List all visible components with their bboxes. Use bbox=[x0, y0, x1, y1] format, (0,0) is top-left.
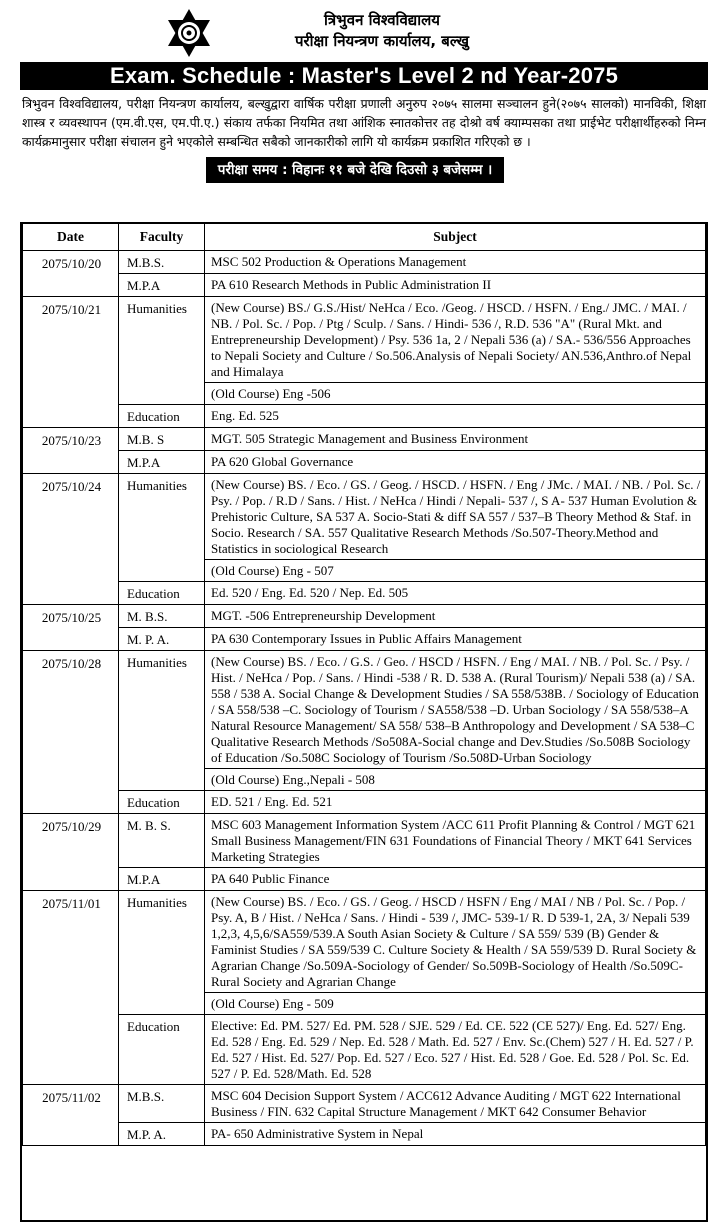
faculty-cell: M.P.A bbox=[119, 274, 205, 297]
table-row bbox=[23, 628, 706, 651]
table-row bbox=[23, 251, 706, 274]
subject-cell: PA 610 Research Methods in Public Administration II bbox=[205, 274, 706, 297]
exam-date-cell: 2075/10/25 bbox=[23, 605, 119, 651]
table-row bbox=[23, 814, 706, 868]
column-header-date: Date bbox=[23, 224, 119, 251]
subject-cell: (Old Course) Eng -506 bbox=[205, 383, 706, 405]
faculty-cell: Education bbox=[119, 582, 205, 605]
subject-cell: MSC 502 Production & Operations Management bbox=[205, 251, 706, 274]
subject-cell: Eng. Ed. 525 bbox=[205, 405, 706, 428]
faculty-cell: M.P.A bbox=[119, 868, 205, 891]
faculty-cell: M. P. A. bbox=[119, 628, 205, 651]
table-row bbox=[23, 791, 706, 814]
table-header-row bbox=[23, 224, 706, 251]
faculty-cell: Education bbox=[119, 791, 205, 814]
exam-date-cell: 2075/10/23 bbox=[23, 428, 119, 474]
table-row bbox=[23, 1123, 706, 1146]
subject-cell: PA 640 Public Finance bbox=[205, 868, 706, 891]
table-row bbox=[23, 1015, 706, 1085]
faculty-cell: Education bbox=[119, 405, 205, 428]
document-title: Exam. Schedule : Master's Level 2 nd Year-2075 bbox=[20, 62, 708, 90]
exam-time-wrap bbox=[0, 157, 710, 183]
schedule-table bbox=[22, 224, 706, 1146]
exam-date-cell: 2075/11/02 bbox=[23, 1085, 119, 1146]
table-row bbox=[23, 428, 706, 451]
faculty-cell: Humanities bbox=[119, 891, 205, 1015]
notice-paragraph: त्रिभुवन विश्वविद्यालय, परीक्षा नियन्त्रण कार्यालय, बल्खुद्वारा वार्षिक परीक्षा प्रणाली अनुरुप २०७५ सालमा सञ्चालन हुने(२०७५ सालको) मानविकी, शिक्षा शास्त्र र व्यवस्थापन (एम.वी.एस, एम.पी.ए.) संकाय तर्फका नियमित तथा आंशिक स्नातकोत्तर तह दोश्रो वर्ष क्याम्पसका तथा प्राईभेट परीक्षार्थीहरुको निम्न कार्यक्रमानुसार परीक्षा संचालन हुने भएकोले सम्बन्धित सबैको जानकारीको लागि यो कार्यक्रम प्रकाशित गरिएको छ । bbox=[22, 96, 706, 149]
subject-cell: MGT. -506 Entrepreneurship Development bbox=[205, 605, 706, 628]
faculty-cell: M.B. S bbox=[119, 428, 205, 451]
faculty-cell: Humanities bbox=[119, 297, 205, 405]
faculty-cell: Humanities bbox=[119, 474, 205, 582]
exam-date-cell: 2075/10/29 bbox=[23, 814, 119, 891]
header bbox=[0, 0, 710, 62]
subject-cell: Ed. 520 / Eng. Ed. 520 / Nep. Ed. 505 bbox=[205, 582, 706, 605]
faculty-cell: M.P. A. bbox=[119, 1123, 205, 1146]
faculty-cell: M. B. S. bbox=[119, 814, 205, 868]
exam-time-banner: परीक्षा समय : विहानः ११ बजे देखि दिउसो ३ बजेसम्म । bbox=[206, 157, 504, 183]
faculty-cell: M.B.S. bbox=[119, 251, 205, 274]
faculty-cell: M.B.S. bbox=[119, 1085, 205, 1123]
table-row bbox=[23, 274, 706, 297]
table-row bbox=[23, 451, 706, 474]
subject-cell: Elective: Ed. PM. 527/ Ed. PM. 528 / SJE. 529 / Ed. CE. 522 (CE 527)/ Eng. Ed. 527/ Eng. Ed. 528 / Eng. Ed. 529 / Nep. Ed. 528 / Math. Ed. 527 / Env. Sc.(Chem) 527 / H. Ed. 527 / P. Ed. 527 / Hist. Ed. 527/ Pop. Ed. 527 / Eco. 527 / Hist. Ed. 528 / Goe. Ed. 528 / Pol. Sc. Ed. 527 / P. Ed. 528/Math. Ed. 528 bbox=[205, 1015, 706, 1085]
faculty-cell: Education bbox=[119, 1015, 205, 1085]
schedule-body bbox=[23, 251, 706, 1146]
table-row bbox=[23, 582, 706, 605]
subject-cell: PA 620 Global Governance bbox=[205, 451, 706, 474]
subject-cell: (Old Course) Eng - 507 bbox=[205, 560, 706, 582]
subject-cell: PA 630 Contemporary Issues in Public Affairs Management bbox=[205, 628, 706, 651]
table-row bbox=[23, 297, 706, 383]
subject-cell: (New Course) BS. / Eco. / G.S. / Geo. / HSCD / HSFN. / Eng / MAI. / NB. / Pol. Sc. / Psy. / Hist. / NeHca / Pop. / Sans. / Hindi -538 / R. D. 538 A. (Rural Tourism)/ Nepali 538 (a) / SA. 558 / 538 A. Social Change & Development Studies / SA 558/538B. / Sociology of Education / SA 558/538 –C. Sociology of Tourism / SA558/538 –D. Urban Sociology / SA 558/538–A Natural Resource Management/ SA 558/ 538–B Anthropology and Development / SA 538–C Qualitative Research Methods /So508A-Social change and Dev.Studies /So.508B Sociology of Education /So.508C Sociology of Tourism /So.508D-Urban Sociology bbox=[205, 651, 706, 769]
exam-date-cell: 2075/11/01 bbox=[23, 891, 119, 1085]
table-row bbox=[23, 868, 706, 891]
subject-cell: (New Course) BS. / Eco. / GS. / Geog. / HSCD. / HSFN. / Eng / JMc. / MAI. / NB. / Pol. Sc. / Psy. / Pop. / R.D / Sans. / Hist. / NeHca / Hindi / Nepali- 537 /, S A- 537 Human Evolution & Prehistoric Culture, SA 537 A. Socio-Stati & diff SA 557 / 537–B Theory Method & Staf. in Socio. Research / SA. 557 Qualitative Research Methods /So.507-Theory.Method and Statistics in sociological Research bbox=[205, 474, 706, 560]
office-name: परीक्षा नियन्त्रण कार्यालय, बल्खु bbox=[294, 32, 470, 50]
subject-cell: MSC 604 Decision Support System / ACC612 Advance Auditing / MGT 622 International Business / FIN. 632 Capital Structure Management / MKT 642 Consumer Behavior bbox=[205, 1085, 706, 1123]
column-header-subject: Subject bbox=[205, 224, 706, 251]
exam-date-cell: 2075/10/24 bbox=[23, 474, 119, 605]
subject-cell: (Old Course) Eng - 509 bbox=[205, 993, 706, 1015]
exam-date-cell: 2075/10/28 bbox=[23, 651, 119, 814]
tribhuvan-university-emblem-icon bbox=[166, 8, 212, 58]
faculty-cell: M. B.S. bbox=[119, 605, 205, 628]
issuer-block bbox=[262, 10, 502, 52]
table-row bbox=[23, 474, 706, 560]
subject-cell: (New Course) BS./ G.S./Hist/ NeHca / Eco. /Geog. / HSCD. / HSFN. / Eng./ JMC. / MAI. / NB. / Pol. Sc. / Pop. / Ptg / Sculp. / Sans. / Hindi- 536 /, R.D. 536 "A" (Rural Mkt. and Entrepreneurship Development) / Psy. 536 1a, 2 / Nepali 536 (a) / SA.- 536/556 Approaches to Nepali Society and Culture / So.506.Analysis of Nepali Society/ AN.536,Anthro.of Nepal and Himalaya bbox=[205, 297, 706, 383]
table-row bbox=[23, 605, 706, 628]
subject-cell: (New Course) BS. / Eco. / GS. / Geog. / HSCD / HSFN / Eng / MAI / NB / Pol. Sc. / Pop. / Psy. A, B / Hist. / NeHca / Sans. / Hindi - 539 /, JMC- 539-1/ R. D 539-1, 2A, 3/ Nepali 539 1,2,3, 4,5,6/SA559/539.A South Asian Society & Culture / SA 559/ 539 (B) Gender & Faminist Studies / SA 559/539 C. Culture Society & Health / SA 559/539 D. Rural Society & Agrarian Change /So.509A-Sociology of Gender/ So.509B-Sociology of Health /So.509C-Rural Society and Agrarian Change bbox=[205, 891, 706, 993]
faculty-cell: Humanities bbox=[119, 651, 205, 791]
university-name: त्रिभुवन विश्वविद्यालय bbox=[324, 11, 440, 29]
table-row bbox=[23, 891, 706, 993]
schedule-table-frame bbox=[20, 222, 708, 1222]
exam-date-cell: 2075/10/21 bbox=[23, 297, 119, 428]
subject-cell: MSC 603 Management Information System /ACC 611 Profit Planning & Control / MGT 621 Small Business Management/FIN 631 Foundations of Financial Theory / MKT 641 Services Marketing Strategies bbox=[205, 814, 706, 868]
subject-cell: ED. 521 / Eng. Ed. 521 bbox=[205, 791, 706, 814]
faculty-cell: M.P.A bbox=[119, 451, 205, 474]
column-header-faculty: Faculty bbox=[119, 224, 205, 251]
exam-date-cell: 2075/10/20 bbox=[23, 251, 119, 297]
table-row bbox=[23, 651, 706, 769]
subject-cell: (Old Course) Eng.,Nepali - 508 bbox=[205, 769, 706, 791]
table-row bbox=[23, 1085, 706, 1123]
subject-cell: PA- 650 Administrative System in Nepal bbox=[205, 1123, 706, 1146]
table-row bbox=[23, 405, 706, 428]
subject-cell: MGT. 505 Strategic Management and Business Environment bbox=[205, 428, 706, 451]
